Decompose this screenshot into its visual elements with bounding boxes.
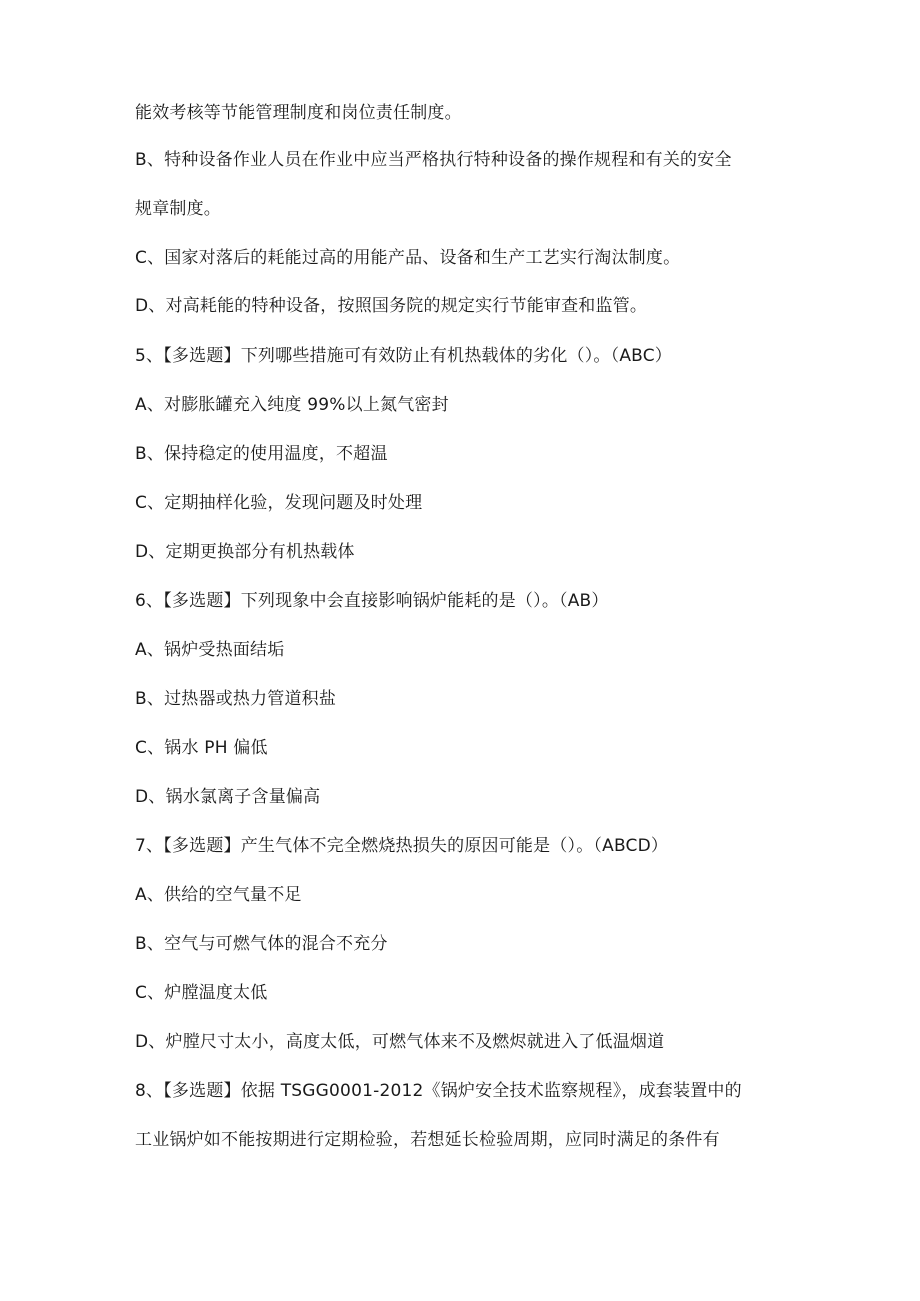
option-d-line: D、炉膛尺寸太小，高度太低，可燃气体来不及燃烬就进入了低温烟道 [135,1032,665,1052]
question-6: 6、【多选题】下列现象中会直接影响锅炉能耗的是（）。（AB） [135,591,609,611]
option-a-line: A、供给的空气量不足 [135,885,302,905]
question-8: 8、【多选题】依据 TSGG0001-2012《锅炉安全技术监察规程》，成套装置中的 [135,1081,742,1101]
option-b-line: B、特种设备作业人员在作业中应当严格执行特种设备的操作规程和有关的安全 [135,150,732,170]
option-c-line: C、炉膛温度太低 [135,983,268,1003]
option-a-line: A、锅炉受热面结垢 [135,640,285,660]
text-line: 工业锅炉如不能按期进行定期检验，若想延长检验周期，应同时满足的条件有 [135,1130,720,1150]
text-line: 规章制度。 [135,199,221,219]
option-d-line: D、锅水氯离子含量偏高 [135,787,321,807]
option-b-line: B、过热器或热力管道积盐 [135,689,337,709]
option-c-line: C、国家对落后的耗能过高的用能产品、设备和生产工艺实行淘汰制度。 [135,248,681,268]
option-b-line: B、空气与可燃气体的混合不充分 [135,934,388,954]
option-a-line: A、对膨胀罐充入纯度 99%以上氮气密封 [135,395,449,415]
option-d-line: D、对高耗能的特种设备，按照国务院的规定实行节能审查和监管。 [135,296,648,316]
option-b-line: B、保持稳定的使用温度，不超温 [135,444,388,464]
option-c-line: C、锅水 PH 偏低 [135,738,268,758]
option-d-line: D、定期更换部分有机热载体 [135,542,355,562]
text-line: 能效考核等节能管理制度和岗位责任制度。 [135,103,462,123]
question-7: 7、【多选题】产生气体不完全燃烧热损失的原因可能是（）。（ABCD） [135,836,669,856]
question-5: 5、【多选题】下列哪些措施可有效防止有机热载体的劣化（）。（ABC） [135,346,672,366]
option-c-line: C、定期抽样化验，发现问题及时处理 [135,493,423,513]
